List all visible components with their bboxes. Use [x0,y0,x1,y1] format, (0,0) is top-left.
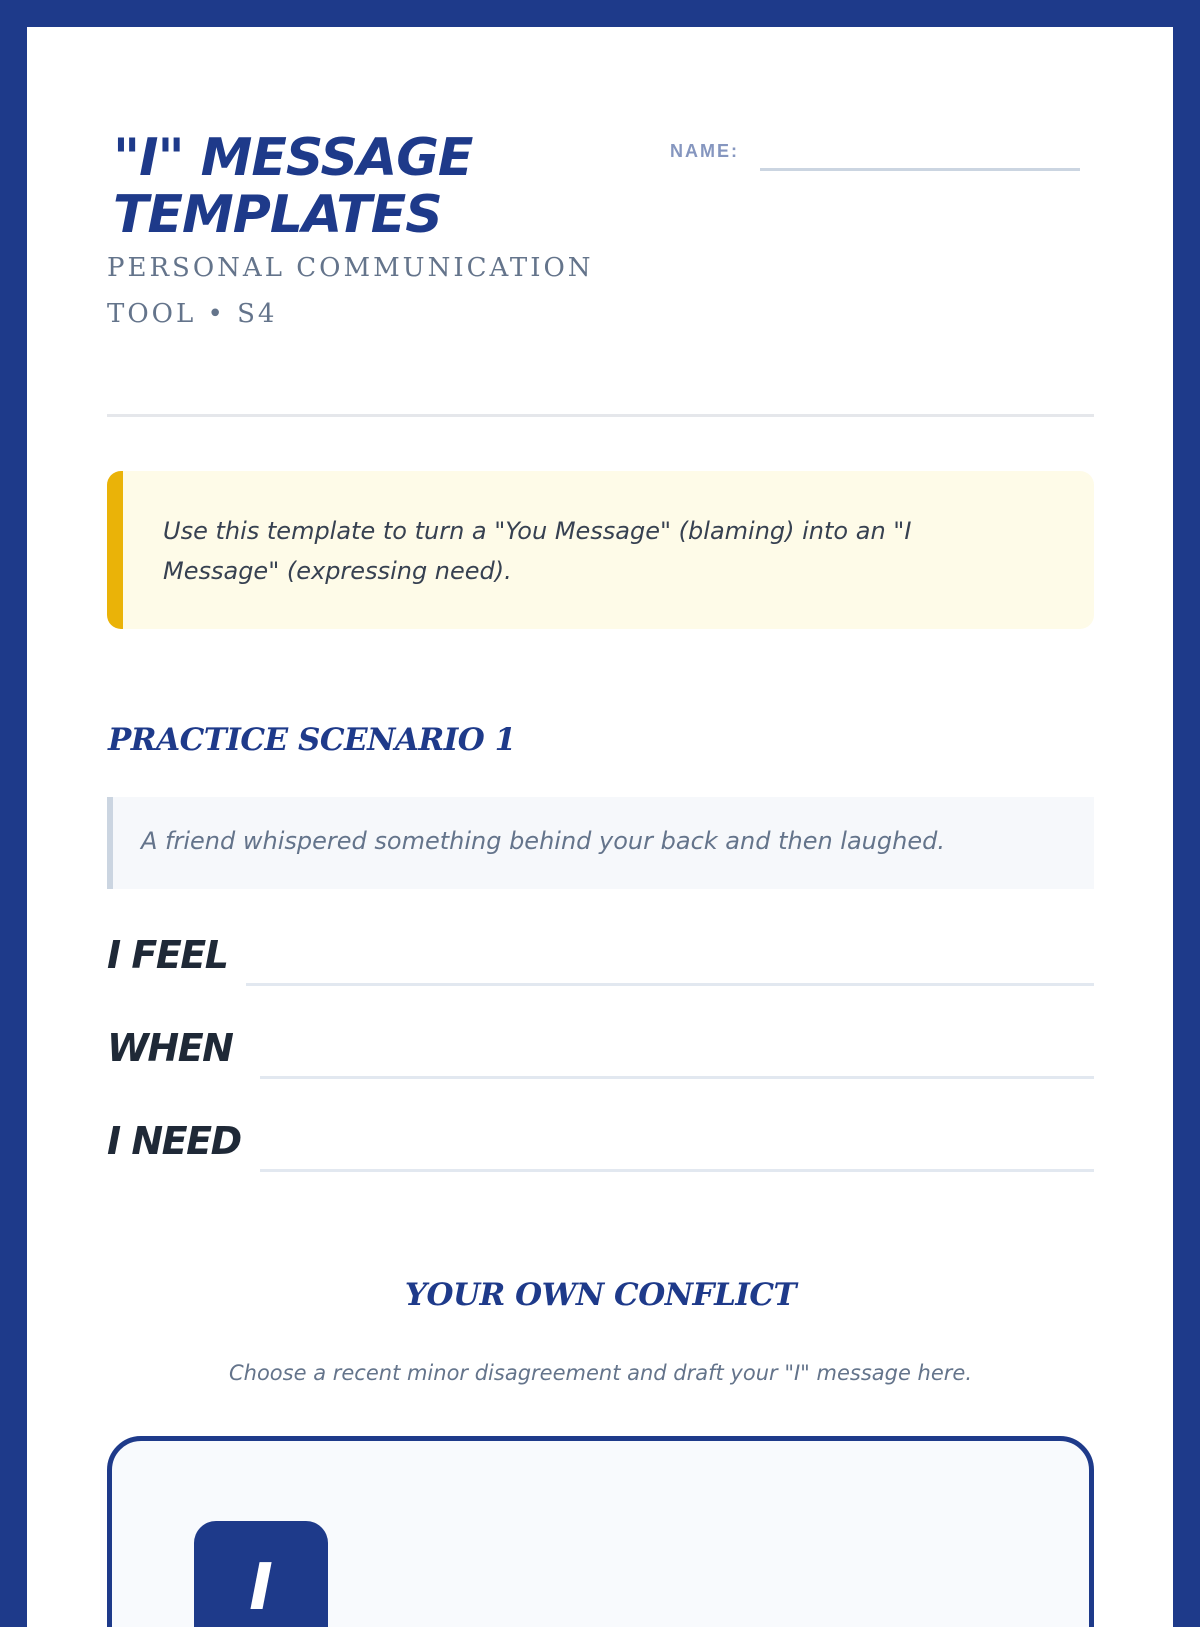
prompt-row-need [107,1119,1094,1179]
practice-scenario-title: PRACTICE SCENARIO 1 [108,722,516,758]
worksheet-page [27,27,1173,1627]
feel-answer-line[interactable] [246,983,1094,986]
when-answer-line[interactable] [260,1076,1094,1079]
need-answer-line[interactable] [260,1169,1094,1172]
own-conflict-subtitle: Choose a recent minor disagreement and draft your "I" message here. [228,1361,973,1385]
name-label: NAME: [670,141,739,161]
instructions-text: Use this template to turn a "You Message" (blaming) into an "I Message" (expressing need). [163,517,912,585]
own-conflict-title: YOUR OWN CONFLICT [404,1277,797,1313]
prompt-label-when: WHEN [107,1026,233,1070]
name-field[interactable] [760,168,1080,171]
scenario-box [107,797,1094,889]
page-subtitle: PERSONAL COMMUNICATION TOOL • S4 [107,253,594,329]
draft-box[interactable] [107,1436,1094,1627]
page-title: "I" MESSAGE TEMPLATES [113,128,473,245]
prompt-label-feel: I FEEL [107,933,228,977]
i-badge: I [194,1521,328,1627]
prompt-row-when [107,1026,1094,1086]
worksheet-header [107,107,1094,417]
prompt-row-feel [107,933,1094,993]
instructions-callout [107,471,1094,629]
scenario-text: A friend whispered something behind your back and then laughed. [141,827,945,855]
prompt-label-need: I NEED [107,1119,241,1163]
